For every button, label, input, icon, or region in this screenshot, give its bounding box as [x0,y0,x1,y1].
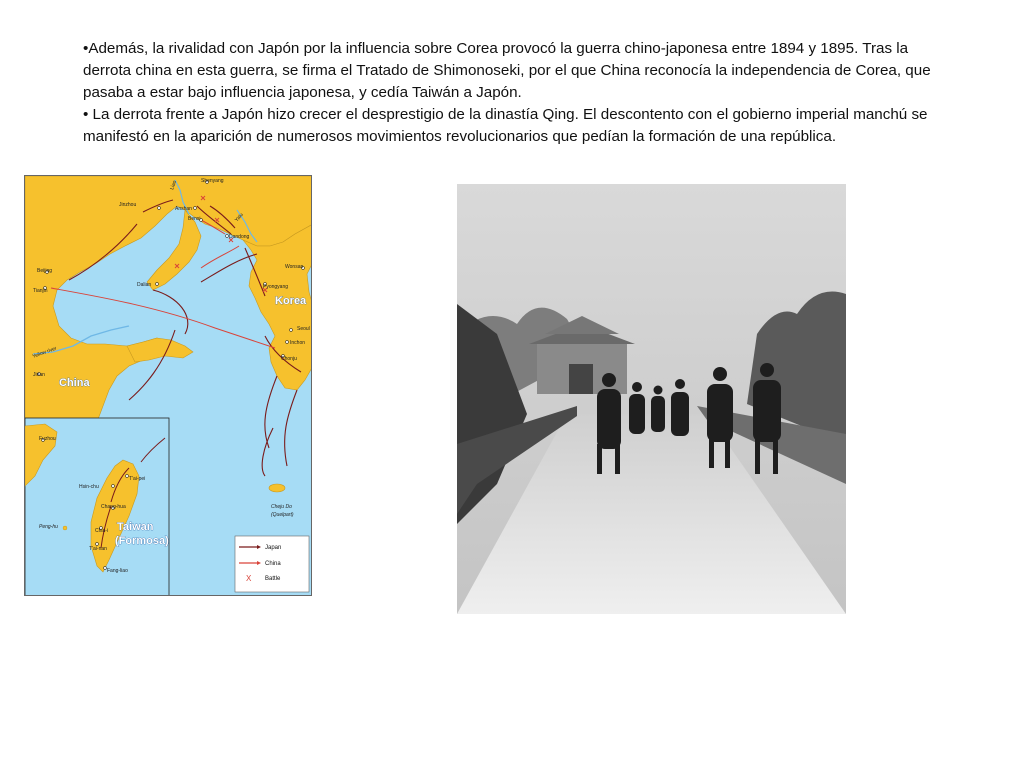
paragraph-1: •Además, la rivalidad con Japón por la influencia sobre Corea provocó la guerra chino-japonesa entre 1894 y 1895. Tras la derrota china en esta guerra, se firma el Tratado de Shimonoseki, por el que China reconocía la independencia de Corea, que pasaba a estar bajo influencia japonesa, y cedía Taiwán a Japón. [83,40,931,101]
label-dalian: Dalian [137,282,152,288]
label-tianjin: Tianjin [33,288,48,294]
label-fangliao: Fang-liao [107,568,128,574]
war-map [24,175,312,596]
label-penghu: Peng-hu [39,524,58,530]
label-seoul: Seoul [297,326,310,332]
legend-battle: Battle [265,576,281,582]
label-cheju: Cheju Do [271,504,292,510]
label-taipei: T'ai-pei [129,476,146,482]
label-yalu: Yalu [233,212,245,224]
label-shenyang: Shenyang [201,178,224,184]
label-chonju: Chonju [281,356,297,362]
label-china: China [59,377,90,389]
label-fuzhou: Fuzhou [39,436,56,442]
map-legend [235,536,309,592]
island-penghu [63,526,67,530]
label-jinan: Jinan [33,372,45,378]
label-dandong: Dandong [229,234,250,240]
slide-body-text [83,38,933,148]
label-korea: Korea [275,295,307,307]
war-map-svg [25,176,312,596]
photo-svg [457,184,846,614]
label-tainan: T'ai-nan [89,546,107,552]
label-hsinchu: Hsin-chu [79,484,99,490]
label-benxi: Benxi [188,216,201,222]
label-taiwan: Taiwan [117,521,154,533]
legend-japan: Japan [265,545,282,551]
label-yellow-river: Yellow river [31,345,58,360]
paragraph-2: • La derrota frente a Japón hizo crecer el desprestigio de la dinastía Qing. El descontento con el gobierno imperial manchú se manifestó en la aparición de numerosos movimientos revolucionarios que pedían la formación de una república. [83,106,928,145]
label-jinzhou: Jinzhou [119,202,137,208]
label-chiai: Chia-i [95,528,109,534]
historical-photo [457,184,846,614]
label-liao: Liao [169,179,179,191]
label-formosa: (Formosa) [115,535,169,547]
label-inchon: Inchon [290,340,306,346]
island-cheju [269,484,285,492]
legend-china: China [265,561,281,567]
label-changhua: Chang-hua [101,504,126,510]
legend-battle-x-icon: X [246,574,252,583]
label-anshan: Anshan [175,206,192,212]
label-beijing: Beijing [37,268,53,274]
label-quelpart: (Quelpart) [271,512,294,518]
label-wonsan: Wonsan [285,264,304,270]
label-pyongyang: Pyongyang [263,284,289,290]
